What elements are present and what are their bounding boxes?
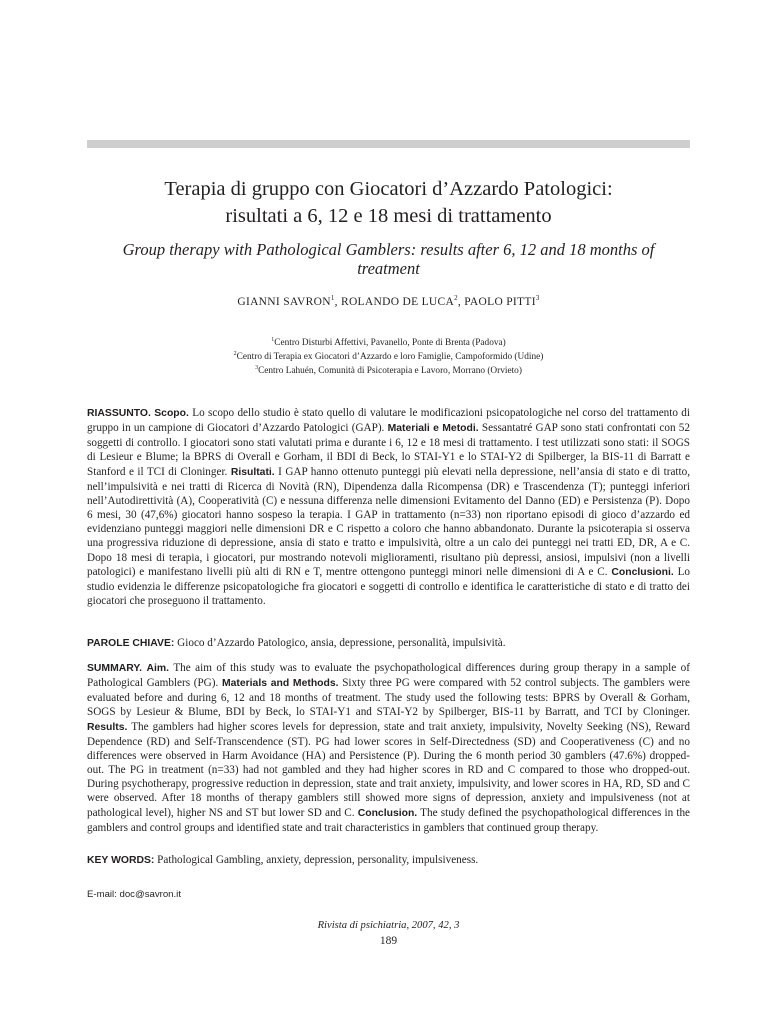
affiliation: [87, 363, 690, 377]
affiliation-text: Centro Lahuén, Comunità di Psicoterapia e Lavoro, Morrano (Orvieto): [258, 366, 522, 377]
key-words: [87, 853, 690, 868]
affiliation-text: Centro Disturbi Affettivi, Pavanello, Ponte di Brenta (Padova): [274, 338, 506, 349]
metodi-text: Sessantatré GAP sono stati confrontati con 52 soggetti di controllo. I giocatori sono stati valutati prima e durante i 6, 12 e 18 mesi di trattamento. I test utilizzati sono stati: il SOGS di Lesieur e Blume; la BPRS di Overall e Gorham, il BDI di Beck, lo STAI-Y1 e lo STAI-Y2 di Spilberger, la BIS-11 di Barratt e Stanford e il TCI di Cloninger.: [87, 422, 690, 478]
author-affil-marker: 2: [454, 294, 458, 302]
summary-heading: SUMMARY.: [87, 663, 143, 674]
author-name: ROLANDO DE LUCA: [340, 295, 455, 308]
scopo-label: Scopo.: [154, 408, 189, 419]
author-name: GIANNI SAVRON: [237, 295, 331, 308]
author-name: PAOLO PITTI: [464, 295, 536, 308]
page-number: 189: [379, 935, 398, 947]
parole-chiave: [87, 636, 690, 651]
parole-chiave-text: Gioco d’Azzardo Patologico, ansia, depressione, personalità, impulsività.: [177, 637, 506, 649]
results-label: Results.: [87, 721, 128, 733]
methods-label: Materials and Methods.: [221, 678, 339, 690]
scopo-text: Lo scopo dello studio è stato quello di valutare le modificazioni psicopatologiche nel corso del trattamento di gruppo in un campione di Giocatori d’Azzardo Patologici (GAP).: [87, 407, 690, 435]
affiliations: [87, 335, 690, 377]
affiliation-marker: 2: [233, 351, 237, 358]
english-title: Group therapy with Pathological Gamblers: results after 6, 12 and 18 months of treatment: [122, 240, 655, 278]
journal-citation: Rivista di psichiatria, 2007, 42, 3: [317, 920, 460, 931]
author-affil-marker: 1: [330, 294, 335, 302]
conclusion-label: Conclusion.: [357, 807, 418, 819]
title-line-1: Terapia di gruppo con Giocatori d’Azzardo Patologici:: [164, 178, 613, 200]
key-words-label: KEY WORDS:: [87, 855, 155, 866]
article-title: [87, 176, 690, 230]
aim-label: Aim.: [146, 663, 170, 674]
affiliation: [87, 349, 690, 363]
conclusioni-text: Lo studio evidenzia le differenze psicopatologiche fra giocatori e soggetti di controllo e identifica le caratteristiche di stato e di tratto dei giocatori che proseguono il trattamento.: [87, 565, 691, 608]
metodi-label: Materiali e Metodi.: [387, 423, 479, 435]
author-list: [87, 294, 690, 308]
methods-text: Sixty three PG were compared with 52 control subjects. The gamblers were evaluated before and during 6, 12 and 18 months of treatment. The study used the following tests: BPRS by Overall & Gorham, SOGS by Lesieur & Blume, BDI by Beck, lo STAI-Y1 and STAI-Y2 by Spilberger, BIS-11 by Barratt, and TCI by Cloninger.: [87, 677, 691, 719]
affiliation: [87, 335, 690, 349]
risultati-text: I GAP hanno ottenuto punteggi più elevati nella depressione, nell’ansia di stato e di tratto, nell’impulsività e nei tratti di Ricerca di Novità (RN), Dipendenza dalla Ricompensa (DR) e Trascendenza (T); punteggi inferiori nell’Autodirettività (A), Cooperatività (C) e nessuna differenza nelle dimensioni Evitamento del Danno (ED) e Persistenza (P). Dopo 6 mesi, 30 (47,6%) giocatori hanno sospeso la terapia. I GAP in trattamento (n=33) non riportano episodi di gioco d’azzardo ed evidenziano punteggi maggiori nelle dimensioni DR e C rispetto a coloro che hanno abbandonato. Durante la psicoterapia si osserva una progressiva riduzione di depressione, ansia di stato e tratto e impulsività, oltre a un calo dei punteggi nei tratti ED, DR, A e C. Dopo 18 mesi di terapia, i giocatori, pur mostrando notevoli miglioramenti, risultano più depressi, ansiosi, impulsivi (non a livelli patologici) e manifestano livelli più alti di RN e T, mentre ottengono punteggi minori nelle dimensioni di A e C.: [87, 465, 691, 578]
aim-text: The aim of this study was to evaluate the psychopathological differences during group therapy in a sample of Pathological Gamblers (PG).: [87, 662, 690, 690]
affiliation-marker: 3: [255, 365, 259, 372]
parole-chiave-label: PAROLE CHIAVE:: [87, 638, 175, 649]
risultati-label: Risultati.: [230, 466, 275, 478]
riassunto-abstract: [87, 406, 690, 608]
conclusion-text: The study defined the psychopathological differences in the gamblers and control groups and identified state and trait characteristics in gamblers that continued group therapy.: [87, 806, 691, 834]
affiliation-marker: 1: [271, 337, 275, 343]
summary-abstract: [87, 661, 690, 835]
affiliation-text: Centro di Terapia ex Giocatori d’Azzardo e loro Famiglie, Campoformido (Udine): [236, 352, 544, 363]
contact-email: E-mail: doc@savron.it: [87, 889, 181, 900]
author-separator: ,: [334, 295, 341, 308]
header-rule: [87, 140, 690, 148]
results-text: The gamblers had higher scores levels for depression, state and trait anxiety, impulsivity, Novelty Seeking (NS), Reward Dependence (RD) and Self-Transcendence (ST). PG had lower scores in Self-Directedness (SD) and Cooperativeness (C) and no differences were observed in Harm Avoidance (HA) and Persistence (P). During the 6 month period 30 gamblers (47.6%) dropped-out. The PG in treatment (n=33) had not gambled and they had higher scores in RD and C compared to those who dropped-out. During psychotherapy, progressive reduction in depression, state and trait anxiety, impulsivity, and lower scores in HA, RD, SD and C were observed. After 18 months of therapy gamblers still showed more signs of depression, anxiety and impulsiveness (not at pathological level), higher NS and ST but lower SD and C.: [87, 720, 690, 819]
riassunto-heading: RIASSUNTO.: [87, 408, 151, 419]
author-affil-marker: 3: [535, 294, 540, 302]
conclusioni-label: Conclusioni.: [611, 566, 674, 578]
title-line-2: risultati a 6, 12 e 18 mesi di trattamento: [225, 205, 552, 227]
key-words-text: Pathological Gambling, anxiety, depression, personality, impulsiveness.: [157, 854, 479, 866]
author-separator: ,: [457, 295, 465, 308]
